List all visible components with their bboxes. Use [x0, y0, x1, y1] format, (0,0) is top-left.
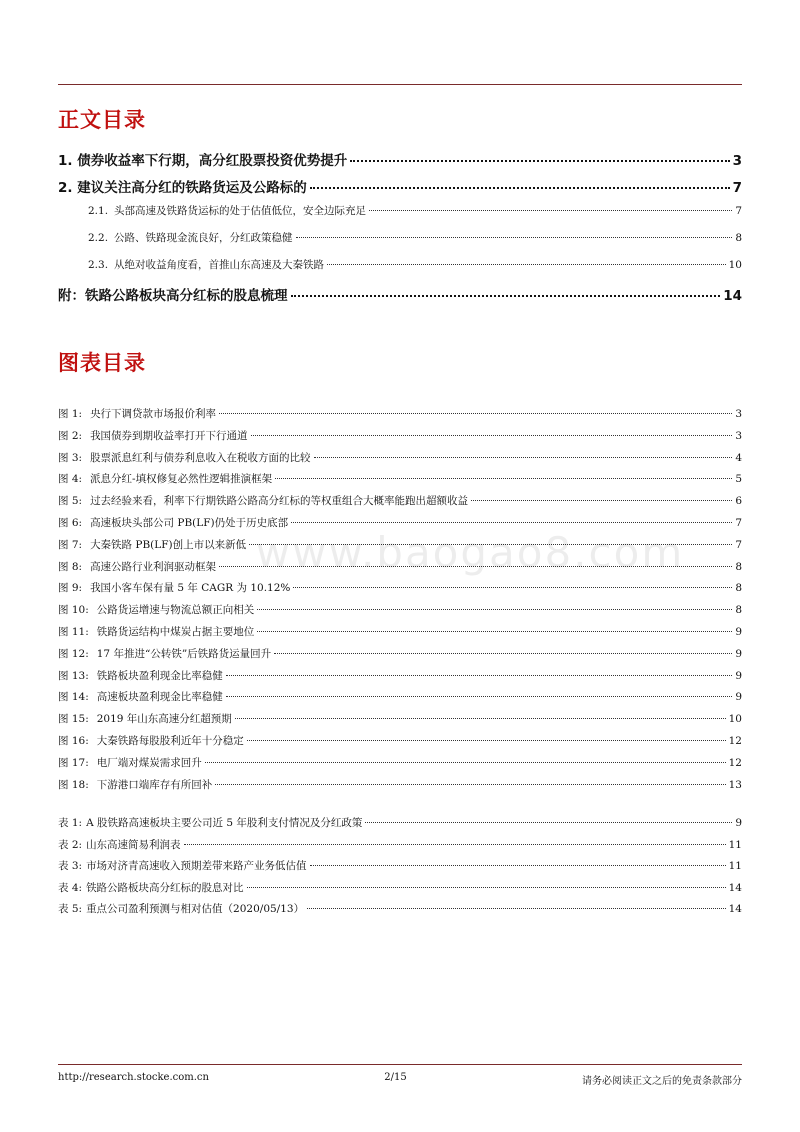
- figure-entry-page: 5: [735, 473, 742, 486]
- figure-entry-label: 图 1:: [58, 408, 83, 420]
- table-entry-text: 铁路公路板块高分红标的股息对比: [86, 881, 244, 894]
- figure-entry-page: 7: [735, 516, 742, 529]
- figure-entry-text: 过去经验来看，利率下行期铁路公路高分红标的等权重组合大概率能跑出超额收益: [90, 495, 469, 508]
- figure-entry-label: 图 2:: [58, 429, 83, 442]
- dot-leader: [251, 435, 733, 436]
- toc-entry[interactable]: [58, 257, 742, 284]
- figure-entry-label: 图 3:: [58, 451, 83, 464]
- figure-entry-text: 派息分红-填权修复必然性逻辑推演框架: [90, 473, 273, 486]
- dot-leader: [205, 762, 726, 763]
- table-entry-label: 表 4:: [58, 881, 83, 894]
- figure-entry-label: 图 12:: [58, 647, 89, 660]
- table-entry-text: 重点公司盈利预测与相对估值（2020/05/13）: [86, 903, 305, 916]
- footer-rule: [58, 1064, 742, 1065]
- dot-leader: [249, 544, 732, 545]
- figure-entry[interactable]: [58, 624, 742, 646]
- toc-entry-page: 14: [723, 288, 742, 304]
- table-entry[interactable]: [58, 901, 742, 923]
- table-entry-label: 表 3:: [58, 860, 83, 873]
- dot-leader: [327, 264, 726, 265]
- figure-entry-page: 4: [735, 451, 742, 464]
- dot-leader: [365, 822, 732, 823]
- dot-leader: [310, 865, 726, 866]
- figure-entry[interactable]: [58, 580, 742, 602]
- dot-leader: [314, 457, 733, 458]
- figure-entry-text: 铁路板块盈利现金比率稳健: [96, 669, 223, 682]
- dot-leader: [296, 237, 733, 238]
- dot-leader: [219, 566, 732, 567]
- footer-url[interactable]: http://research.stocke.com.cn: [58, 1072, 209, 1083]
- toc-entry[interactable]: [58, 176, 742, 203]
- dot-leader: [307, 908, 726, 909]
- figure-entry[interactable]: [58, 646, 742, 668]
- figure-entry-text: 铁路货运结构中煤炭占据主要地位: [96, 625, 255, 638]
- figure-entry-page: 12: [728, 756, 742, 769]
- table-entry-page: 14: [728, 903, 742, 916]
- toc-entry-text: 附：铁路公路板块高分红标的股息梳理: [58, 288, 288, 304]
- table-entry-text: 市场对济青高速收入预期差带来路产业务低估值: [86, 860, 307, 873]
- figure-entry-label: 图 16:: [58, 734, 89, 747]
- figure-entry-label: 图 13:: [58, 669, 89, 682]
- figure-entry[interactable]: [58, 493, 742, 515]
- figure-entry-page: 13: [728, 778, 742, 791]
- dot-leader: [247, 887, 726, 888]
- figure-entry-page: 3: [735, 429, 742, 442]
- table-list: [58, 815, 742, 923]
- page-footer: [58, 1072, 742, 1087]
- table-entry-page: 11: [728, 838, 742, 851]
- figure-entry[interactable]: [58, 777, 742, 799]
- figure-entry-page: 9: [735, 625, 742, 638]
- figure-entry[interactable]: [58, 428, 742, 450]
- dot-leader: [226, 675, 733, 676]
- toc-entry-number: 2.2.: [88, 232, 109, 244]
- toc-entry-page: 8: [735, 232, 742, 244]
- figure-entry-label: 图 7:: [58, 538, 83, 551]
- figure-entry-page: 3: [735, 408, 742, 420]
- toc-list: [58, 149, 742, 311]
- figure-entry-page: 8: [735, 604, 742, 617]
- figure-entry-label: 图 10:: [58, 604, 89, 617]
- toc-entry[interactable]: [58, 230, 742, 257]
- figure-entry-text: 17 年推进“公转铁”后铁路货运量回升: [96, 647, 272, 660]
- figure-entry-label: 图 18:: [58, 778, 89, 791]
- figure-entry-page: 8: [735, 560, 742, 573]
- figure-entry-page: 9: [735, 691, 742, 704]
- figure-entry-label: 图 11:: [58, 625, 89, 638]
- footer-page-number: 2/15: [384, 1072, 407, 1083]
- dot-leader: [215, 784, 725, 785]
- table-entry-page: 11: [728, 860, 742, 873]
- toc-entry-text: 建议关注高分红的铁路货运及公路标的: [77, 180, 307, 196]
- table-entry-page: 14: [728, 881, 742, 894]
- figure-entry[interactable]: [58, 537, 742, 559]
- table-entry-page: 9: [735, 817, 742, 829]
- table-entry-label: 表 2:: [58, 838, 83, 851]
- toc-entry-page: 3: [732, 153, 742, 169]
- dot-leader: [219, 413, 732, 414]
- figure-entry-page: 10: [728, 713, 742, 726]
- figure-entry-page: 8: [735, 582, 742, 595]
- dot-leader: [275, 478, 732, 479]
- figure-entry-label: 图 4:: [58, 473, 83, 486]
- header-rule: [58, 84, 742, 85]
- figure-entry-label: 图 17:: [58, 756, 89, 769]
- figure-entry-text: 高速公路行业利润驱动框架: [90, 560, 217, 573]
- dot-leader: [235, 718, 726, 719]
- figure-entry-text: 我国小客车保有量 5 年 CAGR 为 10.12%: [90, 582, 291, 595]
- dot-leader: [291, 295, 721, 297]
- table-entry-label: 表 1:: [58, 817, 83, 829]
- figure-entry[interactable]: [58, 689, 742, 711]
- watermark: www.baogao8.com: [255, 528, 685, 577]
- figure-entry[interactable]: [58, 602, 742, 624]
- figure-entry-text: 股票派息红利与债券利息收入在税收方面的比较: [90, 451, 311, 464]
- dot-leader: [369, 210, 732, 211]
- figure-entry[interactable]: [58, 559, 742, 581]
- figure-list: [58, 406, 742, 798]
- table-entry-text: 山东高速简易利润表: [86, 838, 181, 851]
- figure-entry-text: 高速板块头部公司 PB(LF)仍处于历史底部: [90, 516, 289, 529]
- dot-leader: [184, 844, 726, 845]
- figure-entry-text: 我国债券到期收益率打开下行通道: [90, 429, 248, 442]
- toc-entry-number: 2.: [58, 180, 73, 196]
- figure-entry-text: 央行下调贷款市场报价利率: [90, 408, 217, 420]
- dot-leader: [274, 653, 732, 654]
- figure-entry-text: 高速板块盈利现金比率稳健: [96, 691, 223, 704]
- figures-title: 图表目录: [58, 351, 146, 375]
- toc-entry-text: 头部高速及铁路货运标的处于估值低位，安全边际充足: [114, 205, 367, 217]
- dot-leader: [226, 696, 733, 697]
- figure-entry[interactable]: [58, 406, 742, 428]
- figure-entry-label: 图 14:: [58, 691, 89, 704]
- dot-leader: [257, 631, 732, 632]
- toc-entry[interactable]: [58, 284, 742, 311]
- figure-entry-page: 9: [735, 647, 742, 660]
- toc-entry-text: 公路、铁路现金流良好，分红政策稳健: [114, 232, 293, 244]
- toc-entry-number: 2.1.: [88, 205, 109, 217]
- toc-entry-page: 10: [728, 259, 742, 271]
- toc-entry-number: 2.3.: [88, 259, 109, 271]
- figure-entry-page: 7: [735, 538, 742, 551]
- toc-entry-page: 7: [732, 180, 742, 196]
- figure-entry-page: 9: [735, 669, 742, 682]
- figure-entry-page: 6: [735, 495, 742, 508]
- dot-leader: [310, 187, 730, 189]
- toc-title: 正文目录: [58, 108, 146, 132]
- toc-entry[interactable]: [58, 149, 742, 176]
- figure-entry[interactable]: [58, 668, 742, 690]
- table-entry[interactable]: [58, 815, 742, 837]
- dot-leader: [471, 500, 732, 501]
- figure-entry[interactable]: [58, 755, 742, 777]
- figure-entry-label: 图 8:: [58, 560, 83, 573]
- toc-entry-text: 债券收益率下行期，高分红股票投资优势提升: [77, 153, 348, 169]
- table-entry-label: 表 5:: [58, 903, 83, 916]
- figure-entry[interactable]: [58, 733, 742, 755]
- figure-entry-text: 2019 年山东高速分红超预期: [96, 713, 232, 726]
- figure-entry-label: 图 6:: [58, 516, 83, 529]
- toc-entry-text: 从绝对收益角度看，首推山东高速及大秦铁路: [114, 259, 325, 271]
- toc-entry-number: 1.: [58, 153, 73, 169]
- table-entry[interactable]: [58, 837, 742, 859]
- figure-entry-text: 大秦铁路每股股利近年十分稳定: [96, 734, 244, 747]
- figure-entry[interactable]: [58, 711, 742, 733]
- figure-entry[interactable]: [58, 515, 742, 537]
- dot-leader: [257, 609, 732, 610]
- table-entry[interactable]: [58, 858, 742, 880]
- figure-entry-text: 电厂端对煤炭需求回升: [96, 756, 202, 769]
- figure-entry-label: 图 15:: [58, 713, 89, 726]
- figure-entry-text: 大秦铁路 PB(LF)创上市以来新低: [90, 538, 247, 551]
- dot-leader: [291, 522, 732, 523]
- figure-entry-label: 图 9:: [58, 582, 83, 595]
- dot-leader: [293, 587, 732, 588]
- toc-entry-page: 7: [735, 205, 742, 217]
- toc-entry[interactable]: [58, 203, 742, 230]
- dot-leader: [247, 740, 726, 741]
- figure-entry[interactable]: [58, 471, 742, 493]
- figure-entry-text: 下游港口端库存有所回补: [96, 778, 213, 791]
- table-entry-text: A 股铁路高速板块主要公司近 5 年股利支付情况及分红政策: [86, 817, 363, 829]
- footer-disclaimer: 请务必阅读正文之后的免责条款部分: [581, 1076, 742, 1087]
- table-entry[interactable]: [58, 880, 742, 902]
- figure-entry-page: 12: [728, 734, 742, 747]
- figure-entry-text: 公路货运增速与物流总额正向相关: [96, 604, 255, 617]
- figure-entry[interactable]: [58, 450, 742, 472]
- figure-entry-label: 图 5:: [58, 495, 83, 508]
- dot-leader: [350, 160, 729, 162]
